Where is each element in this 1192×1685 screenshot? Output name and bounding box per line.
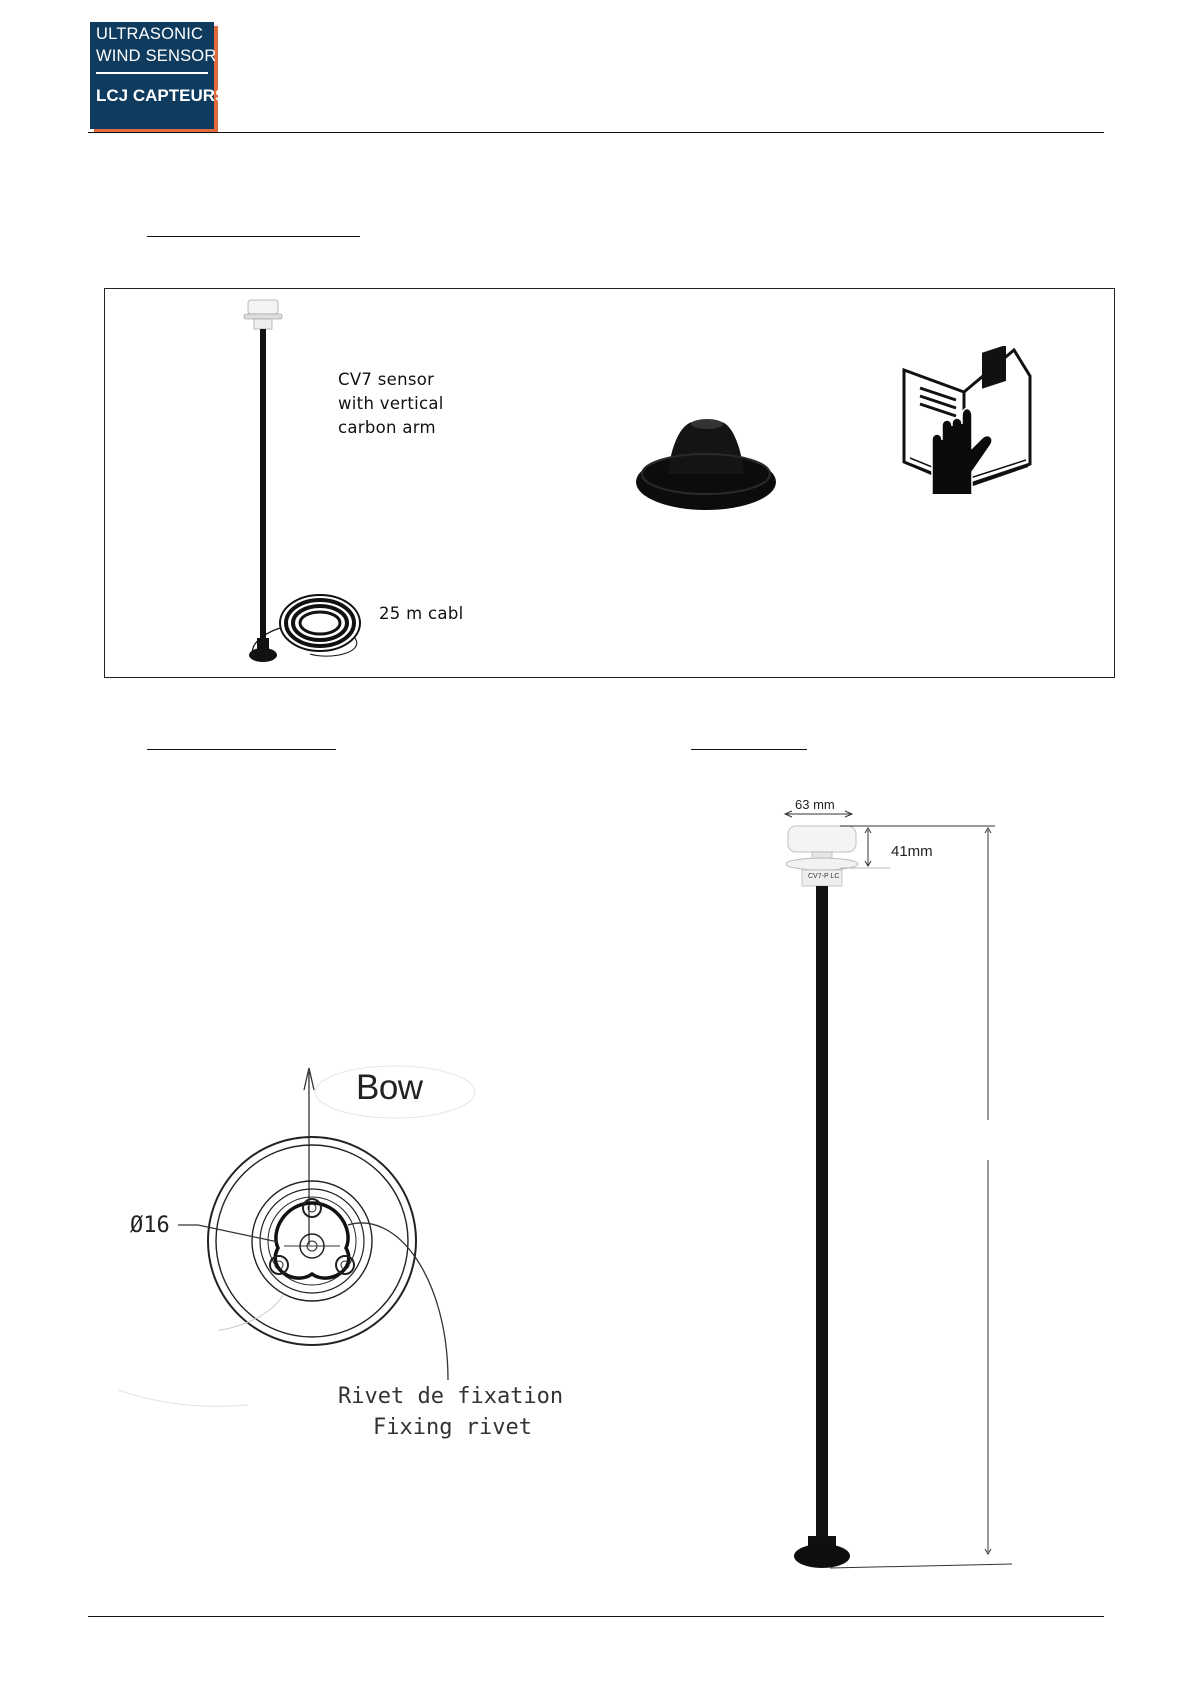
- mounting-base-image: [632, 412, 780, 516]
- sensor-with-arm-image: [240, 298, 375, 668]
- sensor-caption: [338, 368, 444, 440]
- sensor-caption-line-2: with vertical: [338, 394, 444, 413]
- height-dimension-label: 41mm: [891, 843, 933, 860]
- cable-caption: 25 m cabl: [379, 604, 464, 623]
- dimension-drawing: [770, 800, 1030, 1580]
- footer-rule: [88, 1616, 1104, 1617]
- company-logo: [90, 22, 227, 132]
- sensor-badge: CV7-P LC: [808, 873, 840, 880]
- section-heading-underline-contents: [147, 236, 360, 237]
- logo-line-lcj-capteurs: LCJ CAPTEURS: [96, 86, 227, 105]
- sensor-caption-line-3: carbon arm: [338, 418, 436, 437]
- section-heading-underline-mounting: [147, 749, 336, 750]
- bow-label: Bow: [356, 1068, 423, 1107]
- section-heading-underline-dimensions: [691, 749, 807, 750]
- sensor-caption-line-1: CV7 sensor: [338, 370, 435, 389]
- rivet-label-fr: Rivet de fixation: [338, 1384, 564, 1409]
- rivet-label-en: Fixing rivet: [373, 1415, 532, 1440]
- diameter-label: Ø16: [130, 1213, 170, 1238]
- manual-book-icon: [898, 346, 1038, 494]
- logo-line-ultrasonic: ULTRASONIC: [96, 25, 204, 43]
- width-dimension-label: 63 mm: [795, 797, 835, 812]
- logo-line-wind-sensor: WIND SENSOR: [96, 47, 217, 65]
- header-rule: [88, 132, 1104, 133]
